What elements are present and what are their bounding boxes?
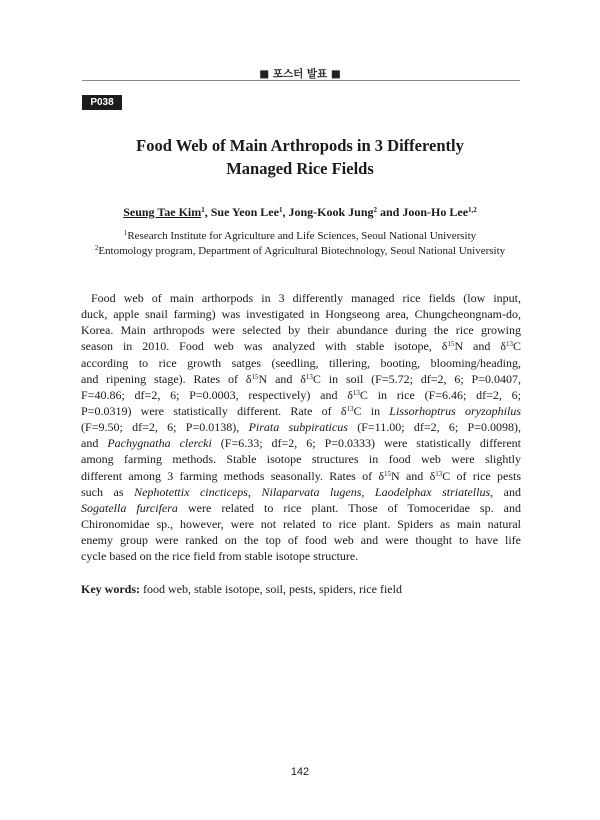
isotope-superscript: 13 [352,388,360,397]
affiliation-2 [0,244,600,259]
author-list [0,205,600,220]
abstract-line [81,451,521,467]
abstract-line [81,355,521,371]
abstract-text: season in 2010. Food web was analyzed with stable isotope, δ [81,339,448,354]
abstract-text: Chironomidae sp., however, were not related to rice plant. Spiders as main natural [81,516,521,531]
abstract-text: were related to rice plant. Those of Tomoceridae sp. and [177,500,521,515]
abstract-line [81,532,521,548]
abstract-line [81,548,521,564]
keywords-text: food web, stable isotope, soil, pests, spiders, rice field [140,582,402,596]
species-name: Nephotettix cincticeps [134,484,248,499]
species-name: Nilaparvata lugens [261,484,362,499]
abstract-line [81,468,521,484]
keywords [81,582,521,597]
species-name: Pirata subpiraticus [248,420,348,435]
abstract-text: C in [353,403,390,418]
species-name: Lissorhoptrus oryzophilus [389,403,522,418]
abstract-text: (F=6.33; df=2, 6; P=0.0333) were statistically different [211,436,522,451]
keywords-label: Key words: [81,582,140,596]
affiliation-2-num: 2 [94,243,99,252]
abstract-text: enemy group were ranked on the top of food web and were thought to have life [81,533,521,548]
isotope-superscript: 13 [435,469,443,478]
abstract-line [81,516,521,532]
abstract-text: , [361,484,375,499]
isotope-superscript: 13 [346,404,354,413]
abstract-text: C of rice pests [442,468,522,483]
isotope-superscript: 15 [251,372,259,381]
abstract-line [81,371,521,387]
abstract-text: cycle based on the rice field from stable isotope structure. [81,549,359,564]
author-affil-3: 2 [373,206,377,214]
abstract-text: according to rice growth satges (seedling, tillering, booting, blooming/heading, [81,355,521,370]
abstract-text: N and δ [454,339,506,354]
abstract-line [81,419,521,435]
isotope-superscript: 13 [505,340,513,349]
abstract-text: , and [490,484,522,499]
abstract-line [81,500,521,516]
affiliation-1-text: Research Institute for Agriculture and Life Sciences, Seoul National University [127,230,477,242]
abstract-text: and ripening stage). Rates of δ [81,371,252,386]
affiliations [0,229,600,258]
abstract-text: Korea. Main arthropods were selected by their abundance during the rice growing [81,323,521,338]
abstract-text: C [512,339,521,354]
author-name-1: Seung Tae Kim [123,205,202,219]
section-label: ■ 포스터 발표 ■ [259,68,341,80]
isotope-superscript: 15 [447,340,455,349]
abstract-text: different among 3 farming methods seasonally. Rates of δ [81,468,385,483]
author-affil-4: 1,2 [468,206,477,214]
abstract-text: (F=11.00; df=2, 6; P=0.0098), [347,420,521,435]
abstract-line [81,338,521,354]
species-name: Pachygnatha clercki [107,436,212,451]
abstract-line [81,306,521,322]
header-divider [82,80,520,81]
page-number: 142 [290,766,310,778]
affiliation-1-num: 1 [123,229,128,237]
paper-title [0,134,600,180]
abstract-text: Food web of main arthorpods in 3 differently managed rice fields (low input, [91,291,521,305]
abstract-line [81,435,521,451]
paper-title-line-1: Food Web of Main Arthropods in 3 Differently [136,136,464,155]
abstract-text: , [247,484,262,499]
abstract-line [81,484,521,500]
abstract-text: C in soil (F=5.72; df=2, 6; P=0.0407, [312,371,521,386]
abstract-line [81,403,521,419]
affiliation-2-text: Entomology program, Department of Agricultural Biotechnology, Seoul National University [98,244,506,257]
species-name: Laodelphax striatellus [374,484,491,499]
abstract-text: such as [81,484,135,499]
abstract-text: F=40.86; df=2, 6; P=0.0003, respectively) and δ [81,387,353,402]
author-name-2: Sue Yeon Lee [210,205,279,219]
species-name: Sogatella furcifera [81,500,178,515]
abstract-line [81,290,521,306]
author-name-4: Joon-Ho Lee [402,205,469,219]
paper-title-line-2: Managed Rice Fields [226,159,374,178]
author-affil-2: 1 [278,206,283,214]
author-separator-2: , [282,205,289,219]
abstract-body [81,290,521,564]
abstract-text: P=0.0319) were statistically different. Rate of δ [81,403,347,418]
abstract-text: N and δ [258,371,306,386]
abstract-text: among farming methods. Stable isotope structures in food web were slightly [81,452,521,467]
abstract-line [81,387,521,403]
isotope-superscript: 13 [305,372,313,381]
abstract-text: and [81,436,108,451]
abstract-text: C in rice (F=6.46; df=2, 6; [359,387,521,402]
author-affil-1: 1 [201,206,205,214]
author-separator-1: , [204,205,211,219]
author-separator-3: and [377,205,403,219]
abstract-line [81,322,521,338]
abstract-text: N and δ [391,468,436,483]
author-name-3: Jong-Kook Jung [288,205,374,219]
abstract-text: duck, apple snail farming) was investigated in Hongseong area, Chungcheongnam-do, [81,307,521,322]
abstract-text: (F=9.50; df=2, 6; P=0.0138), [81,420,249,435]
poster-code-badge: P038 [82,95,122,110]
isotope-superscript: 15 [384,469,392,478]
affiliation-1 [0,229,600,244]
